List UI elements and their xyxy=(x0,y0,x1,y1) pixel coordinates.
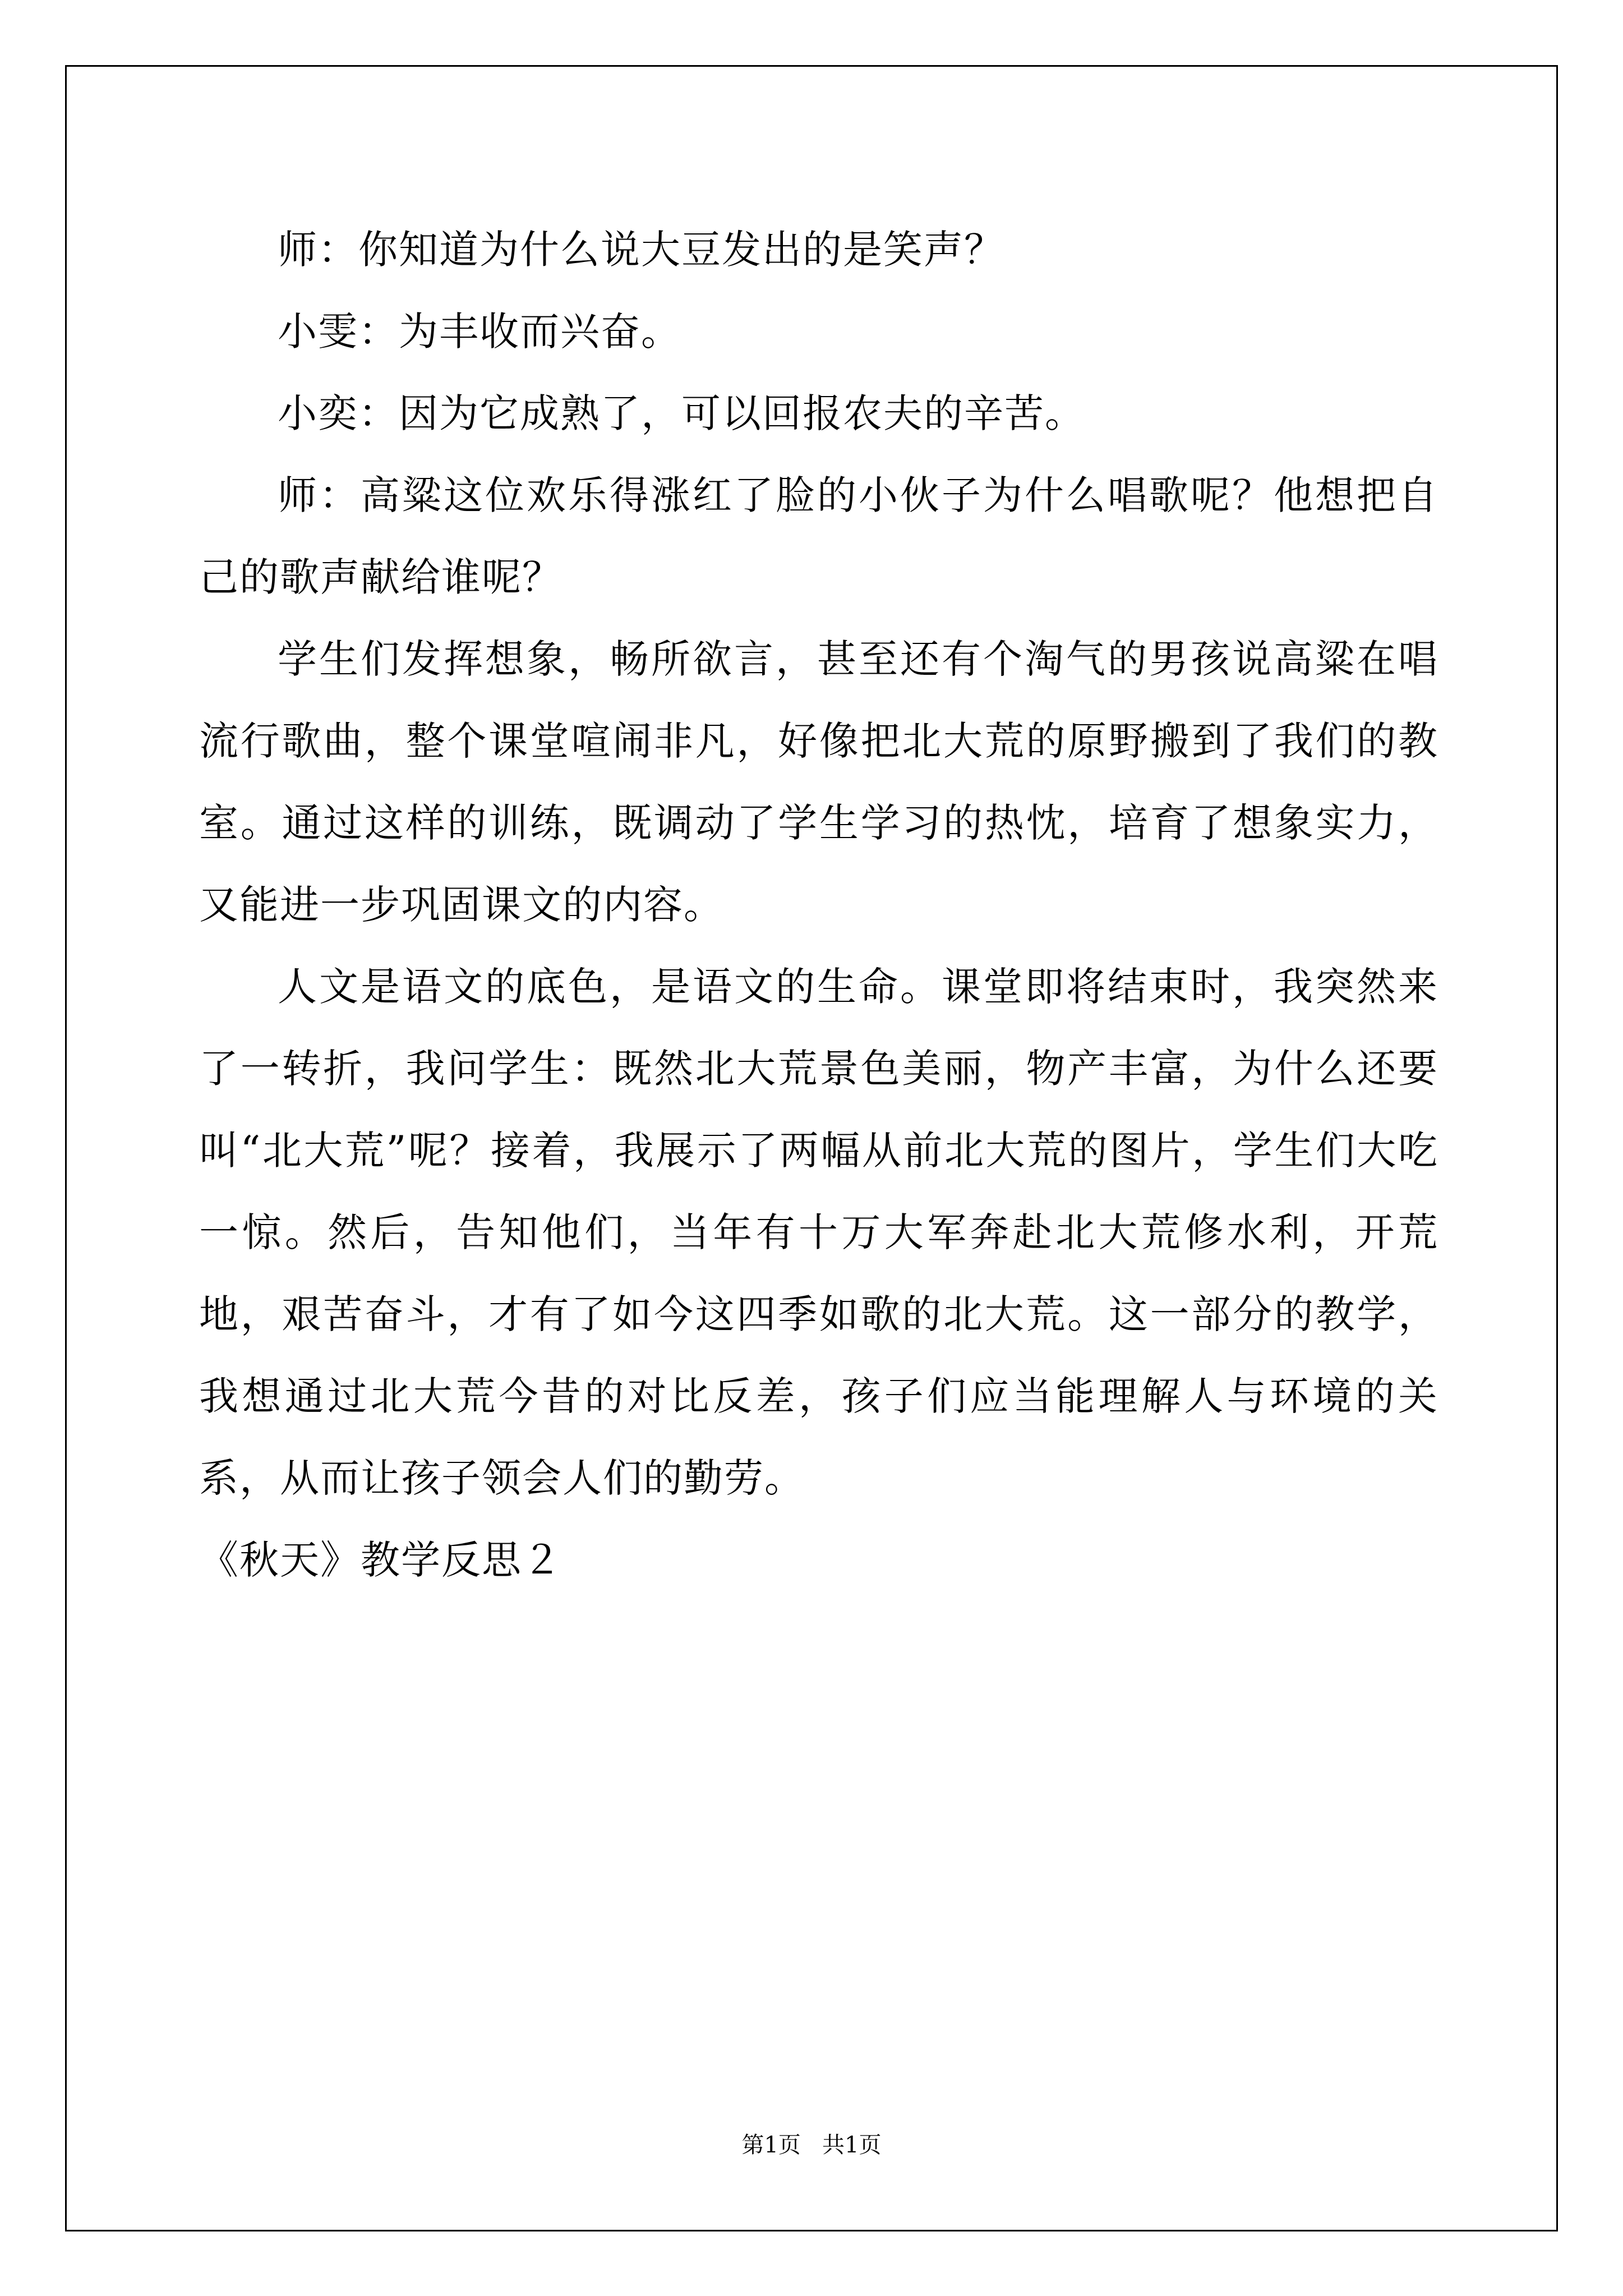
paragraph-students-imagination: 学生们发挥想象，畅所欲言，甚至还有个淘气的男孩说高粱在唱流行歌曲，整个课堂喧闹非凡，好像把北大荒的原野搬到了我们的教室。通过这样的训练，既调动了学生学习的热忱，培育了想象实力，又能进一步巩固课文的内容。 xyxy=(199,636,1438,928)
document-body xyxy=(199,209,1438,1601)
paragraph-humanities-reflection: 人文是语文的底色，是语文的生命。课堂即将结束时，我突然来了一转折，我问学生：既然北大荒景色美丽，物产丰富，为什么还要叫“北大荒”呢？接着，我展示了两幅从前北大荒的图片，学生们大吃一惊。然后，告知他们，当年有十万大军奔赴北大荒修水利，开荒地，艰苦奋斗，才有了如今这四季如歌的北大荒。这一部分的教学，我想通过北大荒今昔的对比反差，孩子们应当能理解人与环境的关系，从而让孩子领会人们的勤劳。 xyxy=(199,964,1438,1501)
paragraph-xiaowen-answer: 小雯：为丰收而兴奋。 xyxy=(278,309,681,355)
section-title: 《秋天》教学反思２ xyxy=(199,1537,562,1583)
paragraph-teacher-sorghum-question: 师：高粱这位欢乐得涨红了脸的小伙子为什么唱歌呢？他想把自己的歌声献给谁呢？ xyxy=(199,472,1438,600)
paragraph-xiaoyi-answer: 小奕：因为它成熟了，可以回报农夫的辛苦。 xyxy=(278,390,1085,436)
page-footer: 第1页 共1页 xyxy=(741,2132,882,2158)
paragraph-teacher-question: 师：你知道为什么说大豆发出的是笑声？ xyxy=(278,227,1004,273)
